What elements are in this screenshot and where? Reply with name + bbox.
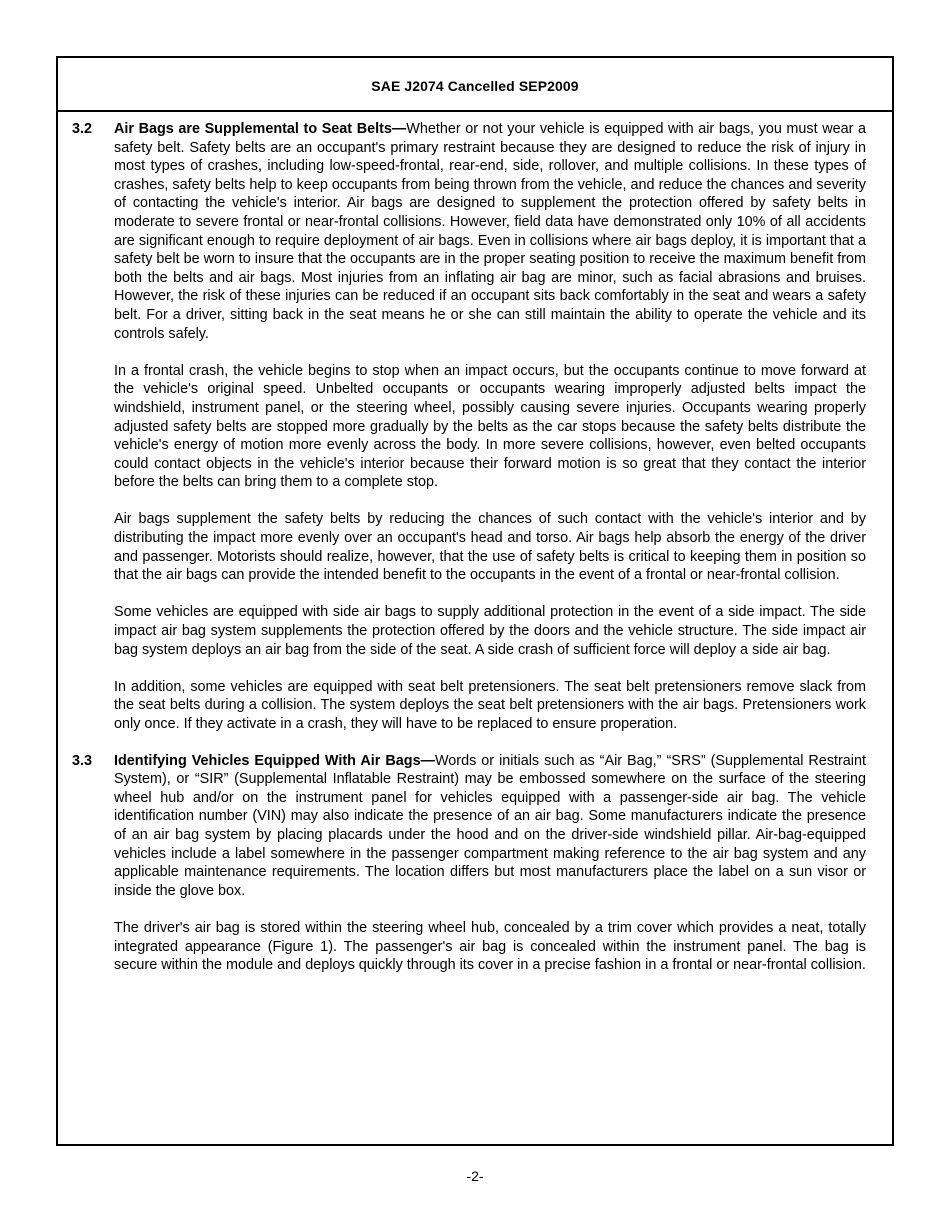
section-body (114, 752, 866, 975)
paragraph: The driver's air bag is stored within the steering wheel hub, concealed by a trim cover which provides a neat, totally integrated appearance (Figure 1). The passenger's air bag is concealed within the instrument panel. The bag is secure within the module and deploys quickly through its cover in a precise fashion in a frontal or near-frontal collision. (114, 919, 866, 974)
paragraph-text: Words or initials such as “Air Bag,” “SRS” (Supplemental Restraint System), or “SIR” (Supplemental Inflatable Restraint) may be embossed somewhere on the surface of the steering wheel hub and/or on the instrument panel for vehicles equipped with a passenger-side air bag. The vehicle identification number (VIN) may also indicate the presence of an air bag. Some manufacturers indicate the presence of an air bag system by placing placards under the hood and on the driver-side windshield pillar. Air-bag-equipped vehicles include a label somewhere in the passenger compartment making reference to the air bag system and any applicable maintenance requirements. The location differs but most manufacturers place the label on a sun visor or inside the glove box. (114, 752, 867, 899)
paragraph: Some vehicles are equipped with side air bags to supply additional protection in the event of a side impact. The side impact air bag system supplements the protection offered by the doors and the vehicle structure. The side impact air bag system deploys an air bag from the side of the seat. A side crash of sufficient force will deploy a side air bag. (114, 604, 866, 658)
paragraph-text: Whether or not your vehicle is equipped with air bags, you must wear a safety belt. Safety belts are an occupant's primary restraint because they are designed to reduce the risk of injury in most types of crashes, including low-speed-frontal, rear-end, side, rollover, and multiple collisions. In these types of crashes, safety belts help to keep occupants from being thrown from the vehicle, and reduce the chances and severity of contacting the vehicle's interior. Air bags are designed to supplement the protection offered by safety belts in moderate to severe frontal or near-frontal collisions. However, field data have demonstrated only 10% of all accidents are significant enough to require deployment of air bags. Even in collisions where air bags deploy, it is important that a safety belt be worn to insure that the occupants are in the proper seating position to receive the maximum benefit from both the belts and air bags. Most injuries from an inflating air bag are minor, such as facial abrasions and bruises. However, the risk of these injuries can be reduced if an occupant sits back comfortably in the seat and wears a safety belt. For a driver, sitting back in the seat means he or she can still maintain the ability to operate the vehicle and its controls safely. (114, 121, 866, 342)
page-frame (56, 56, 894, 1146)
section-heading: Air Bags are Supplemental to Seat Belts— (114, 121, 407, 137)
section-number: 3.3 (72, 752, 93, 769)
section-number: 3.2 (72, 121, 93, 137)
paragraph (114, 752, 866, 901)
page-number: -2- (466, 1168, 484, 1184)
paragraph: In addition, some vehicles are equipped with seat belt pretensioners. The seat belt pretensioners remove slack from the seat belts during a collision. The system deploys the seat belt pretensioners with the air bags. Pretensioners work only once. If they activate in a crash, they will have to be replaced to ensure properation. (114, 678, 866, 732)
paragraph: In a frontal crash, the vehicle begins to stop when an impact occurs, but the occupants continue to move forward at the vehicle's original speed. Unbelted occupants or occupants wearing improperly adjusted belts impact the windshield, instrument panel, or the steering wheel, possibly causing severe injuries. Occupants wearing properly adjusted safety belts are stopped more gradually by the belts as the car stops because the safety belts distribute the vehicle's energy of motion more evenly across the body. In more severe collisions, however, even belted occupants could contact objects in the vehicle's interior because their forward motion is so great that they contact the interior before the belts can bring them to a complete stop. (114, 362, 866, 491)
paragraph (114, 120, 866, 343)
document-body (58, 112, 892, 975)
paragraph: Air bags supplement the safety belts by reducing the chances of such contact with the vehicle's interior and by distributing the impact more evenly over an occupant's head and torso. Air bags help absorb the energy of the driver and passenger. Motorists should realize, however, that the use of safety belts is critical to keeping them in position so that the air bags can provide the intended benefit to the occupants in the event of a frontal or near-frontal collision. (114, 511, 866, 584)
section-3-3 (72, 752, 866, 975)
document-header (58, 58, 892, 112)
section-heading: Identifying Vehicles Equipped With Air Bags— (114, 752, 435, 769)
document-title: SAE J2074 Cancelled SEP2009 (371, 78, 579, 94)
section-body (114, 120, 866, 734)
section-3-2 (72, 120, 866, 734)
